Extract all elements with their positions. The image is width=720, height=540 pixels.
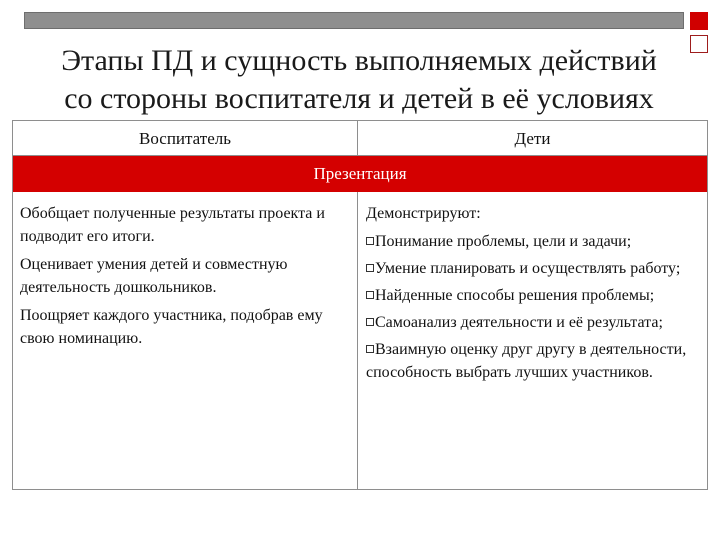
children-list-item (366, 230, 695, 253)
children-list-item (366, 257, 695, 280)
square-bullet-icon (366, 264, 374, 272)
children-list-item (366, 311, 695, 334)
children-header: Дети (514, 129, 551, 148)
square-bullet-icon (366, 237, 374, 245)
children-content-cell (358, 192, 707, 490)
children-item-text: Понимание проблемы, цели и задачи; (375, 233, 632, 250)
children-item-text: Найденные способы решения проблемы; (375, 287, 655, 304)
children-item-text: Взаимную оценку друг другу в деятельности, способность выбрать лучших участников. (366, 341, 687, 381)
red-square-outline-decoration (690, 35, 708, 53)
page-title (26, 42, 692, 118)
top-decorative-bar (24, 12, 684, 29)
children-item-text: Самоанализ деятельности и её результата; (375, 314, 663, 331)
educator-content-cell (13, 192, 358, 490)
educator-paragraph: Обобщает полученные результаты проекта и подводит его итоги. (20, 205, 325, 245)
children-list-item (366, 338, 695, 384)
table-header-row (13, 121, 707, 156)
comparison-table (12, 120, 708, 490)
square-bullet-icon (366, 318, 374, 326)
square-bullet-icon (366, 345, 374, 353)
title-line-2: со стороны воспитателя и детей в её условиях (64, 82, 654, 115)
educator-paragraph: Поощряет каждого участника, подобрав ему свою номинацию. (20, 307, 323, 347)
educator-header: Воспитатель (13, 121, 358, 156)
children-intro: Демонстрируют: (366, 205, 481, 222)
children-item-text: Умение планировать и осуществлять работу; (375, 260, 681, 277)
educator-paragraph: Оценивает умения детей и совместную деятельность дошкольников. (20, 256, 288, 296)
red-square-decoration (690, 12, 708, 30)
children-list-item (366, 284, 695, 307)
presentation-section-header: Презентация (13, 156, 707, 192)
title-line-1: Этапы ПД и сущность выполняемых действий (61, 44, 657, 77)
square-bullet-icon (366, 291, 374, 299)
